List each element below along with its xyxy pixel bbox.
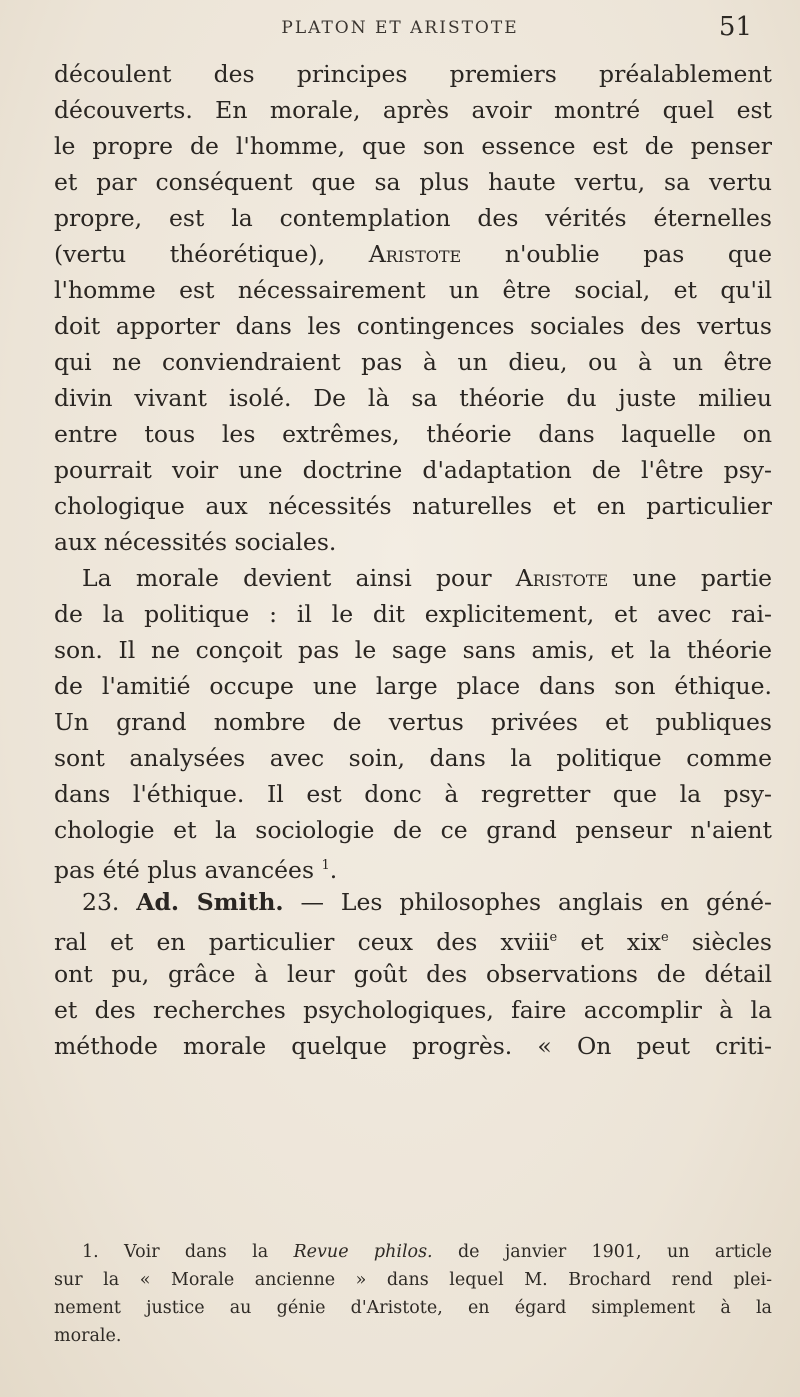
text-line: propre, est la contemplation des vérités éternelles	[54, 204, 772, 232]
text-segment: Voir dans la	[124, 1242, 269, 1262]
text-segment: une partie	[632, 564, 772, 592]
text-line: méthode morale quelque progrès. « On peut criti-	[54, 1032, 772, 1060]
text-line: l'homme est nécessairement un être social, et qu'il	[54, 276, 772, 304]
text-line: de la politique : il le dit explicitement, et avec rai-	[54, 600, 772, 628]
paragraph-1	[54, 56, 772, 560]
paragraph-3	[54, 884, 772, 1064]
text-line: chologique aux nécessités naturelles et en particulier	[54, 492, 772, 520]
text-line: Un grand nombre de vertus privées et publiques	[54, 708, 772, 736]
body-text	[54, 56, 772, 1064]
superscript: e	[660, 930, 669, 945]
author-name: Aristote	[368, 240, 462, 268]
footnote-marker: 1.	[82, 1242, 99, 1262]
text-segment: ral et en particulier ceux des xviii	[54, 927, 550, 956]
text-line: aux nécessités sociales.	[54, 528, 337, 556]
text-segment: siècles	[668, 927, 772, 956]
footnote-line: nement justice au génie d'Aristote, en égard simplement à la	[54, 1298, 772, 1318]
text-line: découverts. En morale, après avoir montré quel est	[54, 96, 772, 124]
section-heading: Ad. Smith.	[136, 888, 284, 916]
text-line: dans l'éthique. Il est donc à regretter que la psy-	[54, 780, 772, 808]
text-line: chologie et la sociologie de ce grand penseur n'aient	[54, 816, 772, 844]
author-name: Aristote	[515, 564, 609, 592]
text-line	[54, 920, 772, 956]
text-line: de l'amitié occupe une large place dans son éthique.	[54, 672, 772, 700]
text-segment: pas été plus avancées	[54, 855, 315, 884]
footnote-line	[54, 1238, 772, 1266]
text-line: et par conséquent que sa plus haute vertu, sa vertu	[54, 168, 772, 196]
page-header	[0, 8, 800, 44]
footnotes	[54, 1238, 772, 1350]
text-line: divin vivant isolé. De là sa théorie du juste milieu	[54, 384, 772, 412]
text-segment: de janvier 1901, un article	[457, 1242, 772, 1262]
text-line: entre tous les extrêmes, théorie dans laquelle on	[54, 420, 772, 448]
superscript: e	[549, 930, 558, 945]
paragraph-2	[54, 560, 772, 884]
text-line: ont pu, grâce à leur goût des observations de détail	[54, 960, 772, 988]
page-number: 51	[718, 12, 752, 42]
text-line	[54, 848, 772, 884]
text-line: doit apporter dans les contingences sociales des vertus	[54, 312, 772, 340]
text-line	[54, 884, 772, 920]
text-line: qui ne conviendraient pas à un dieu, ou à un être	[54, 348, 772, 376]
text-line: et des recherches psychologiques, faire accomplir à la	[54, 996, 772, 1024]
footnote-line: morale.	[54, 1326, 122, 1346]
text-line: découlent des principes premiers préalablement	[54, 60, 772, 88]
running-title: PLATON ET ARISTOTE	[281, 18, 519, 38]
text-line: son. Il ne conçoit pas le sage sans amis, et la théorie	[54, 636, 772, 664]
footnote-line: sur la « Morale ancienne » dans lequel M. Brochard rend plei-	[54, 1270, 772, 1290]
text-segment: et xix	[557, 927, 661, 956]
text-segment: (vertu théorétique),	[54, 240, 326, 268]
journal-title: Revue philos.	[293, 1242, 433, 1262]
text-segment: .	[329, 855, 338, 884]
text-line	[54, 236, 772, 272]
text-segment: — Les philosophes anglais en géné-	[300, 888, 772, 916]
section-number: 23.	[82, 888, 120, 916]
text-line: le propre de l'homme, que son essence est de penser	[54, 132, 772, 160]
text-line	[54, 560, 772, 596]
text-line: sont analysées avec soin, dans la politique comme	[54, 744, 772, 772]
text-segment: n'oublie pas que	[504, 240, 773, 268]
text-segment: La morale devient ainsi pour	[82, 564, 492, 592]
text-line: pourrait voir une doctrine d'adaptation de l'être psy-	[54, 456, 772, 484]
footnote-ref[interactable]: 1	[321, 858, 330, 873]
